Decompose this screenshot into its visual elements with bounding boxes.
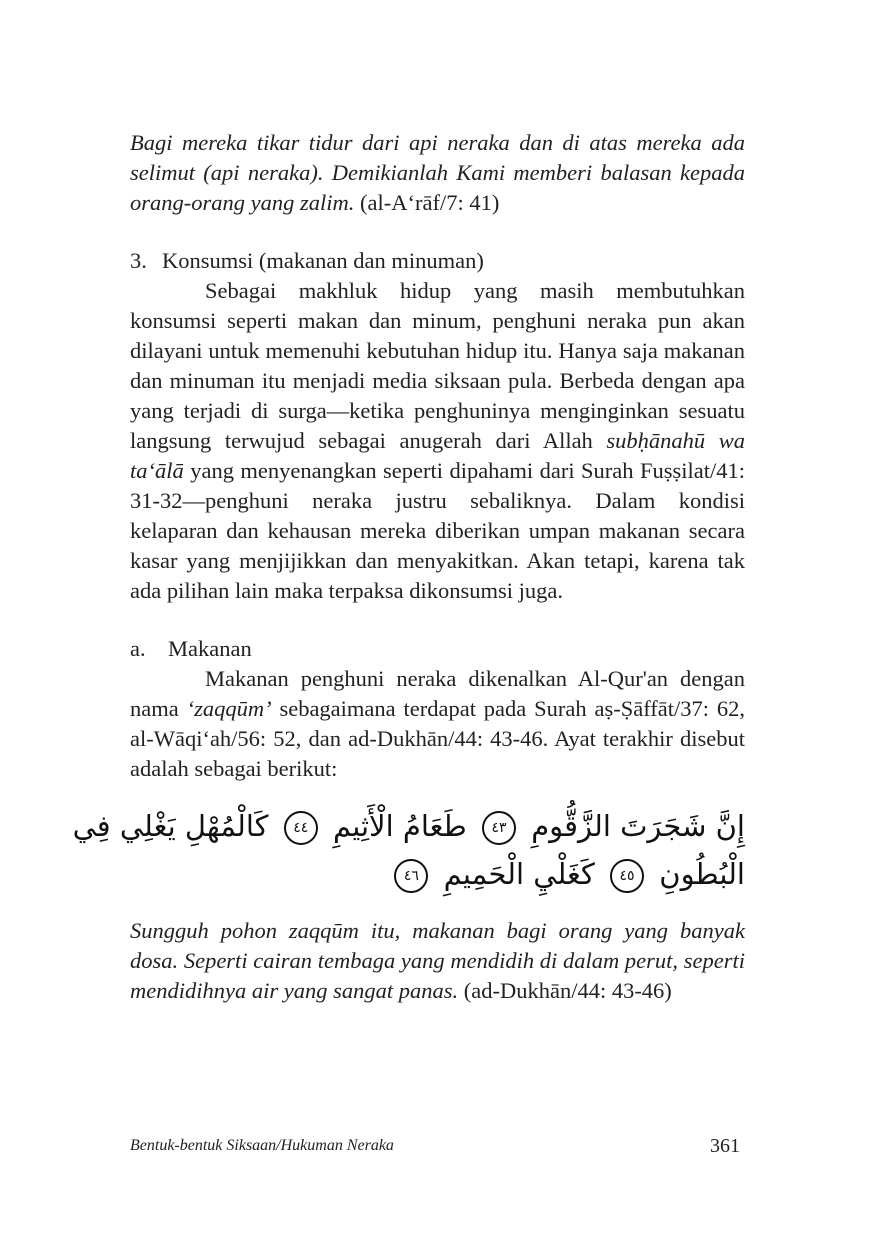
- subsection-term: ‘zaqqūm’: [186, 696, 272, 721]
- section-paragraph: [130, 276, 745, 606]
- arabic-verse: [72, 802, 745, 898]
- ayah-marker-45: ٤٥: [610, 859, 644, 893]
- arabic-line-2: [130, 850, 745, 898]
- translation-paragraph: [130, 916, 745, 1006]
- subsection-text-a: Makanan penghuni neraka dikenalkan Al-Qur'an dengan nama: [130, 666, 745, 721]
- page-body: [72, 128, 746, 1006]
- arabic-phrase-3: كَالْمُهْلِ يَغْلِي فِي: [72, 809, 269, 843]
- arabic-phrase-5: كَغَلْيِ الْحَمِيمِ: [443, 857, 595, 891]
- quote-paragraph: [130, 128, 745, 218]
- section-text-b: yang menyenangkan seperti dipahami dari Surah Fuṣṣilat/41: 31-32—penghuni neraka justru sebaliknya. Dalam kondisi kelaparan dan kehausan mereka diberikan umpan makanan secara kasar yang menjijikkan dan menyakitkan. Akan tetapi, karena tak ada pilihan lain maka terpaksa dikonsumsi juga.: [130, 458, 745, 603]
- section-text-italic: subḥānahū wa ta‘ālā: [130, 428, 746, 483]
- section-text-a: Sebagai makhluk hidup yang masih membutuhkan konsumsi seperti makan dan minum, penghuni neraka pun akan dilayani untuk memenuhi kebutuhan hidup itu. Hanya saja makanan dan minuman itu menjadi media siksaan pula. Berbeda dengan apa yang terjadi di surga—ketika penghuninya menginginkan sesuatu langsung terwujud sebagai anugerah dari Allah: [130, 278, 745, 453]
- quote-text: Bagi mereka tikar tidur dari api neraka dan di atas mereka ada selimut (api neraka). Demikianlah Kami memberi balasan kepada orang-orang yang zalim.: [130, 130, 745, 215]
- page-number: 361: [710, 1135, 740, 1157]
- arabic-line-1: [72, 802, 745, 850]
- page-footer: [130, 1137, 740, 1155]
- quote-reference: (al-A‘rāf/7: 41): [360, 190, 500, 215]
- section-title: Konsumsi (makanan dan minuman): [162, 248, 484, 273]
- subsection-letter: a.: [130, 636, 146, 661]
- subsection-text-b: sebagaimana terdapat pada Surah aṣ-Ṣāffāt/37: 62, al-Wāqi‘ah/56: 52, dan ad-Dukhān/44: 43-46. Ayat terakhir disebut adalah sebagai berikut:: [130, 696, 746, 781]
- arabic-phrase-2: طَعَامُ الْأَثِيمِ: [332, 809, 467, 843]
- subsection-title: Makanan: [168, 636, 252, 661]
- subsection-heading: [130, 634, 745, 664]
- subsection-paragraph: [130, 664, 745, 784]
- arabic-phrase-4: الْبُطُونِ: [659, 857, 745, 891]
- ayah-marker-44: ٤٤: [284, 811, 318, 845]
- section-number: 3.: [130, 248, 147, 273]
- translation-reference: (ad-Dukhān/44: 43-46): [463, 978, 672, 1003]
- ayah-marker-46: ٤٦: [394, 859, 428, 893]
- running-title: Bentuk-bentuk Siksaan/Hukuman Neraka: [130, 1137, 394, 1154]
- ayah-marker-43: ٤٣: [482, 811, 516, 845]
- arabic-phrase-1: إِنَّ شَجَرَتَ الزَّقُّومِ: [531, 809, 745, 843]
- translation-text: Sungguh pohon zaqqūm itu, makanan bagi orang yang banyak dosa. Seperti cairan tembaga yang mendidih di dalam perut, seperti mendidihnya air yang sangat panas.: [130, 918, 745, 1003]
- section-heading: [130, 246, 745, 276]
